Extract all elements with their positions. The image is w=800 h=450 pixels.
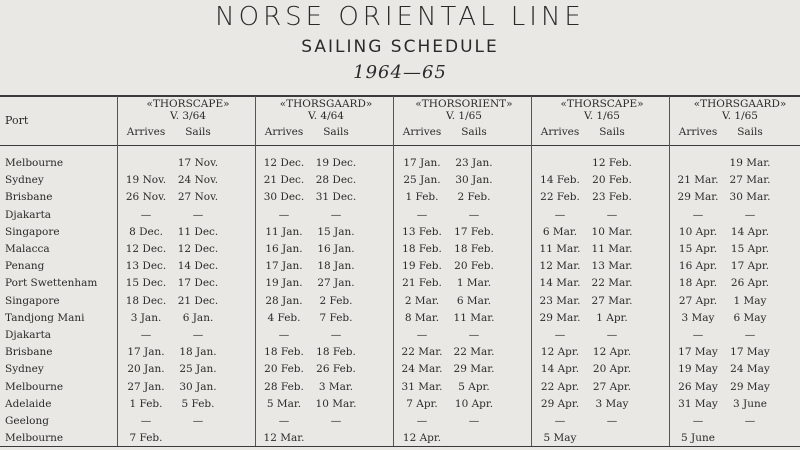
sailing-date: 27 Jan. bbox=[317, 277, 355, 290]
arrival-date: 31 Mar. bbox=[401, 380, 443, 393]
arrival-date: — bbox=[140, 208, 152, 221]
arrival-date: — bbox=[692, 415, 704, 427]
sailing-date: 22 Mar. bbox=[591, 277, 633, 290]
arrival-date: 26 May bbox=[678, 380, 718, 393]
arrival-date: 16 Apr. bbox=[678, 260, 718, 273]
arrival-date: 3 May bbox=[681, 311, 715, 324]
sailing-date: 10 Mar. bbox=[591, 225, 633, 238]
arrival-date: 31 May bbox=[678, 397, 718, 410]
sailing-date: 11 Mar. bbox=[453, 311, 495, 324]
table-row bbox=[0, 209, 800, 226]
arrival-date: — bbox=[554, 208, 566, 221]
arrival-date: 11 Mar. bbox=[539, 243, 581, 255]
sailing-date: — bbox=[468, 329, 480, 341]
arrival-date: 12 Mar. bbox=[263, 432, 305, 445]
arrival-date: — bbox=[554, 329, 566, 341]
arrival-date: 29 Mar. bbox=[539, 311, 581, 324]
ship-voyage: V. 4/64 bbox=[307, 110, 344, 122]
table-row bbox=[0, 363, 800, 380]
table-row bbox=[0, 174, 800, 191]
table-row bbox=[0, 157, 800, 174]
arrival-date: 19 May bbox=[678, 363, 718, 376]
port-name: Port Swettenham bbox=[5, 277, 98, 290]
sailing-date: 5 Feb. bbox=[181, 397, 215, 410]
arrival-date: 24 Mar. bbox=[401, 363, 443, 376]
arrival-date: — bbox=[692, 329, 704, 341]
sailing-date: — bbox=[606, 329, 618, 341]
sailing-date: 12 Feb. bbox=[592, 157, 632, 169]
arrival-date: 7 Apr. bbox=[406, 397, 438, 410]
page-subtitle: SAILING SCHEDULE bbox=[301, 37, 499, 57]
sailing-date: 18 Jan. bbox=[179, 346, 217, 359]
sailing-date: 1 Mar. bbox=[456, 277, 492, 290]
sailing-date: 15 Jan. bbox=[317, 225, 355, 238]
sailing-date: 6 May bbox=[733, 311, 767, 324]
sailing-date: 13 Mar. bbox=[591, 260, 633, 273]
arrival-date: 29 Mar. bbox=[677, 191, 719, 204]
sailing-date: 27 Mar. bbox=[591, 294, 633, 307]
schedule-years: 1964—65 bbox=[353, 62, 447, 83]
arrival-date: 17 May bbox=[678, 346, 718, 359]
ship-name: «THORSCAPE» bbox=[560, 98, 644, 110]
sailing-date: 27 Apr. bbox=[592, 380, 632, 393]
port-name: Djakarta bbox=[5, 329, 52, 341]
sails-header: Sails bbox=[185, 126, 211, 138]
sailing-date: 5 Apr. bbox=[458, 380, 490, 393]
table-header-rule bbox=[0, 145, 800, 146]
sailing-date: 19 Mar. bbox=[729, 157, 771, 169]
arrival-date: 27 Apr. bbox=[678, 294, 718, 307]
ship-voyage: V. 1/65 bbox=[721, 110, 758, 122]
arrival-date: 15 Dec. bbox=[125, 277, 167, 290]
port-name: Brisbane bbox=[5, 191, 53, 204]
arrival-date: 8 Dec. bbox=[129, 225, 163, 238]
arrival-date: 14 Apr. bbox=[540, 363, 580, 376]
arrives-header: Arrives bbox=[264, 126, 304, 138]
sailing-date: 22 Mar. bbox=[453, 346, 495, 359]
sailing-date: 14 Apr. bbox=[730, 225, 770, 238]
sailing-date: 10 Apr. bbox=[454, 397, 494, 410]
arrival-date: 17 Jan. bbox=[403, 157, 441, 169]
sailing-date: 31 Dec. bbox=[315, 191, 357, 204]
port-name: Geelong bbox=[5, 415, 49, 427]
sailing-date: 12 Dec. bbox=[177, 243, 219, 255]
sails-header: Sails bbox=[461, 126, 487, 138]
port-name: Brisbane bbox=[5, 346, 53, 359]
arrival-date: — bbox=[554, 415, 566, 427]
table-top-rule bbox=[0, 95, 800, 97]
arrival-date: 21 Feb. bbox=[402, 277, 442, 290]
sailing-date: 6 Jan. bbox=[182, 311, 214, 324]
sailing-date: 28 Dec. bbox=[315, 174, 357, 187]
page-title: NORSE ORIENTAL LINE bbox=[215, 2, 585, 32]
arrives-header: Arrives bbox=[126, 126, 166, 138]
arrival-date: 16 Jan. bbox=[265, 243, 303, 255]
port-name: Sydney bbox=[5, 174, 44, 187]
arrival-date: 12 Apr. bbox=[402, 432, 442, 445]
port-name: Melbourne bbox=[5, 157, 64, 169]
table-row bbox=[0, 295, 800, 312]
sailing-date: 18 Feb. bbox=[316, 346, 356, 359]
arrival-date: 21 Dec. bbox=[263, 174, 305, 187]
sailing-date: 29 Mar. bbox=[453, 363, 495, 376]
arrival-date: 12 Mar. bbox=[539, 260, 581, 273]
sailing-date: — bbox=[330, 415, 342, 427]
arrival-date: 28 Jan. bbox=[265, 294, 303, 307]
sailing-date: 20 Feb. bbox=[454, 260, 494, 273]
sailing-date: — bbox=[192, 208, 204, 221]
arrival-date: 3 Jan. bbox=[130, 311, 162, 324]
arrival-date: 14 Mar. bbox=[539, 277, 581, 290]
ship-header bbox=[118, 98, 258, 122]
arrival-date: 23 Mar. bbox=[539, 294, 581, 307]
sailing-date: 3 June bbox=[733, 397, 767, 410]
sailing-date: 20 Feb. bbox=[592, 174, 632, 187]
sailing-date: 25 Jan. bbox=[179, 363, 217, 376]
sailing-date: 24 Nov. bbox=[177, 174, 219, 187]
sailing-date: 3 May bbox=[595, 397, 629, 410]
ship-name: «THORSORIENT» bbox=[415, 98, 513, 110]
sailing-date: — bbox=[330, 208, 342, 221]
arrival-date: 13 Dec. bbox=[125, 260, 167, 273]
sailing-date: 30 Jan. bbox=[179, 380, 217, 393]
sailing-date: 30 Jan. bbox=[455, 174, 493, 187]
sails-header: Sails bbox=[737, 126, 763, 138]
sailing-date: 7 Feb. bbox=[319, 311, 353, 324]
arrival-date: 12 Apr. bbox=[540, 346, 580, 359]
arrival-date: 22 Apr. bbox=[540, 380, 580, 393]
arrival-date: 18 Apr. bbox=[678, 277, 718, 290]
arrival-date: 15 Apr. bbox=[678, 243, 718, 255]
ship-header bbox=[532, 98, 672, 122]
arrival-date: 30 Dec. bbox=[263, 191, 305, 204]
arrival-date: 8 Mar. bbox=[404, 311, 440, 324]
arrival-date: 7 Feb. bbox=[129, 432, 163, 445]
sailing-date: 30 Mar. bbox=[729, 191, 771, 204]
sailing-date: 26 Apr. bbox=[730, 277, 770, 290]
arrival-date: 17 Jan. bbox=[265, 260, 303, 273]
arrival-date: 22 Feb. bbox=[540, 191, 580, 204]
ship-header bbox=[256, 98, 396, 122]
port-column-header: Port bbox=[5, 114, 29, 127]
sailing-date: 18 Jan. bbox=[317, 260, 355, 273]
sailing-date: — bbox=[468, 208, 480, 221]
arrival-date: 13 Feb. bbox=[402, 225, 442, 238]
arrival-date: 5 Mar. bbox=[266, 397, 302, 410]
sailing-date: 11 Dec. bbox=[177, 225, 219, 238]
sailing-date: 29 May bbox=[730, 380, 770, 393]
arrival-date: 19 Nov. bbox=[125, 174, 167, 187]
sailing-date: 1 May bbox=[733, 294, 767, 307]
sailing-date: 6 Mar. bbox=[456, 294, 492, 307]
sailing-date: 10 Mar. bbox=[315, 397, 357, 410]
table-row bbox=[0, 191, 800, 208]
sailing-date: 16 Jan. bbox=[317, 243, 355, 255]
arrives-header: Arrives bbox=[678, 126, 718, 138]
table-row bbox=[0, 381, 800, 398]
arrival-date: 21 Mar. bbox=[677, 174, 719, 187]
sailing-date: — bbox=[330, 329, 342, 341]
arrival-date: 28 Feb. bbox=[264, 380, 304, 393]
port-name: Penang bbox=[5, 260, 45, 273]
sails-header: Sails bbox=[599, 126, 625, 138]
table-row bbox=[0, 346, 800, 363]
port-name: Melbourne bbox=[5, 380, 64, 393]
ship-header bbox=[394, 98, 534, 122]
arrival-date: — bbox=[278, 329, 290, 341]
sailing-date: 2 Feb. bbox=[457, 191, 491, 204]
arrival-date: 26 Nov. bbox=[125, 191, 167, 204]
sailing-date: — bbox=[192, 329, 204, 341]
arrives-header: Arrives bbox=[402, 126, 442, 138]
arrival-date: — bbox=[278, 208, 290, 221]
sailing-date: 23 Jan. bbox=[455, 157, 493, 169]
sailing-date: 24 May bbox=[730, 363, 770, 376]
arrival-date: 19 Jan. bbox=[265, 277, 303, 290]
arrival-date: 2 Mar. bbox=[404, 294, 440, 307]
sailing-date: 26 Feb. bbox=[316, 363, 356, 376]
port-name: Singapore bbox=[5, 225, 60, 238]
table-row bbox=[0, 432, 800, 449]
sailing-date: 19 Dec. bbox=[315, 157, 357, 169]
table-row bbox=[0, 277, 800, 294]
arrival-date: 5 May bbox=[543, 432, 577, 445]
sailing-date: 20 Apr. bbox=[592, 363, 632, 376]
arrival-date: — bbox=[692, 208, 704, 221]
arrival-date: 20 Jan. bbox=[127, 363, 165, 376]
sailing-date: 3 Mar. bbox=[318, 380, 354, 393]
sailing-date: — bbox=[744, 329, 756, 341]
ship-voyage: V. 1/65 bbox=[445, 110, 482, 122]
table-row bbox=[0, 260, 800, 277]
sailing-date: 23 Feb. bbox=[592, 191, 632, 204]
arrival-date: 1 Feb. bbox=[129, 397, 163, 410]
arrival-date: — bbox=[140, 329, 152, 341]
arrival-date: 10 Apr. bbox=[678, 225, 718, 238]
sailing-date: 2 Feb. bbox=[319, 294, 353, 307]
sailing-date: 15 Apr. bbox=[730, 243, 770, 255]
arrival-date: 22 Mar. bbox=[401, 346, 443, 359]
arrives-header: Arrives bbox=[540, 126, 580, 138]
arrival-date: 25 Jan. bbox=[403, 174, 441, 187]
port-name: Melbourne bbox=[5, 432, 64, 445]
arrival-date: 12 Dec. bbox=[125, 243, 167, 255]
table-row bbox=[0, 415, 800, 432]
arrival-date: 29 Apr. bbox=[540, 397, 580, 410]
port-name: Sydney bbox=[5, 363, 44, 376]
ship-name: «THORSGAARD» bbox=[279, 98, 373, 110]
arrival-date: 1 Feb. bbox=[405, 191, 439, 204]
arrival-date: 4 Feb. bbox=[267, 311, 301, 324]
sailing-date: — bbox=[468, 415, 480, 427]
arrival-date: — bbox=[416, 329, 428, 341]
sailing-date: 14 Dec. bbox=[177, 260, 219, 273]
sailing-date: 17 Dec. bbox=[177, 277, 219, 290]
ship-name: «THORSGAARD» bbox=[693, 98, 787, 110]
ship-voyage: V. 3/64 bbox=[169, 110, 206, 122]
sailing-date: 17 Feb. bbox=[454, 225, 494, 238]
ship-name: «THORSCAPE» bbox=[146, 98, 230, 110]
table-row bbox=[0, 398, 800, 415]
port-name: Djakarta bbox=[5, 208, 52, 221]
arrival-date: — bbox=[278, 415, 290, 427]
arrival-date: 27 Jan. bbox=[127, 380, 165, 393]
sailing-date: 11 Mar. bbox=[591, 243, 633, 255]
sailing-date: — bbox=[744, 208, 756, 221]
sails-header: Sails bbox=[323, 126, 349, 138]
sailing-date: — bbox=[192, 415, 204, 427]
arrival-date: 18 Feb. bbox=[402, 243, 442, 255]
arrival-date: — bbox=[416, 415, 428, 427]
table-row bbox=[0, 329, 800, 346]
sailing-date: 12 Apr. bbox=[592, 346, 632, 359]
arrival-date: 6 Mar. bbox=[542, 225, 578, 238]
sailing-date: 17 Apr. bbox=[730, 260, 770, 273]
sailing-date: — bbox=[606, 415, 618, 427]
port-name: Malacca bbox=[5, 243, 50, 255]
ship-header bbox=[670, 98, 800, 122]
port-name: Adelaide bbox=[5, 397, 52, 410]
sailing-date: 17 May bbox=[730, 346, 770, 359]
arrival-date: 11 Jan. bbox=[265, 225, 303, 238]
sailing-date: — bbox=[744, 415, 756, 427]
sailing-date: 27 Nov. bbox=[177, 191, 219, 204]
sailing-date: 18 Feb. bbox=[454, 243, 494, 255]
ship-voyage: V. 1/65 bbox=[583, 110, 620, 122]
arrival-date: 5 June bbox=[681, 432, 715, 445]
port-name: Tandjong Mani bbox=[5, 311, 85, 324]
sailing-date: 27 Mar. bbox=[729, 174, 771, 187]
arrival-date: 18 Dec. bbox=[125, 294, 167, 307]
arrival-date: — bbox=[416, 208, 428, 221]
arrival-date: — bbox=[140, 415, 152, 427]
sailing-date: 1 Apr. bbox=[596, 311, 628, 324]
arrival-date: 18 Feb. bbox=[264, 346, 304, 359]
arrival-date: 19 Feb. bbox=[402, 260, 442, 273]
port-name: Singapore bbox=[5, 294, 60, 307]
table-row bbox=[0, 226, 800, 243]
arrival-date: 12 Dec. bbox=[263, 157, 305, 169]
arrival-date: 17 Jan. bbox=[127, 346, 165, 359]
sailing-date: 21 Dec. bbox=[177, 294, 219, 307]
table-row bbox=[0, 312, 800, 329]
sailing-date: — bbox=[606, 208, 618, 221]
table-row bbox=[0, 243, 800, 260]
arrival-date: 20 Feb. bbox=[264, 363, 304, 376]
sailing-date: 17 Nov. bbox=[177, 157, 219, 169]
arrival-date: 14 Feb. bbox=[540, 174, 580, 187]
